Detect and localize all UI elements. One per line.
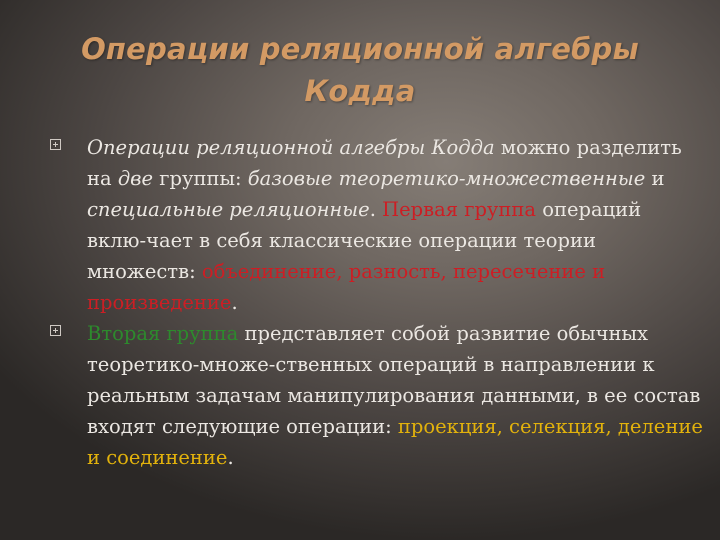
list-item <box>50 318 705 473</box>
term-codd-operations: Операции реляционной алгебры Кодда <box>87 136 495 159</box>
set-operations-list: объединение, разность, пересечение и произведение <box>87 260 606 314</box>
text-run: . <box>369 198 383 221</box>
slide-title-line-1: Операции реляционной алгебры <box>81 32 639 66</box>
relational-operations-list: проекция, селекция, деление и соединение <box>87 415 703 469</box>
text-run: можно разделить на <box>87 136 682 190</box>
text-run: . <box>227 446 234 469</box>
boxed-plus-icon <box>50 139 61 150</box>
term-two: две <box>117 167 154 190</box>
slide-title <box>0 28 720 112</box>
term-basic-set-theoretic: базовые теоретико-множественные <box>247 167 646 190</box>
term-first-group: Первая группа <box>382 198 537 221</box>
paragraph-1 <box>87 132 705 318</box>
list-item <box>50 132 705 318</box>
text-run: представляет собой развитие обычных теоретико-множе-ственных операций в направлении к реальным задачам манипулирования данными, в ее состав входят следующие операции: <box>87 322 701 438</box>
text-run: группы: <box>153 167 248 190</box>
text-run: и <box>645 167 665 190</box>
boxed-plus-icon <box>50 325 61 336</box>
slide-title-line-2: Кодда <box>304 74 416 108</box>
term-second-group: Вторая группа <box>87 322 239 345</box>
term-special-relational: специальные реляционные <box>87 198 370 221</box>
text-run: операций вклю-чает в себя классические операции теории множеств: <box>87 198 642 283</box>
text-run: . <box>231 291 238 314</box>
slide-content <box>50 132 705 473</box>
paragraph-2 <box>87 318 705 473</box>
